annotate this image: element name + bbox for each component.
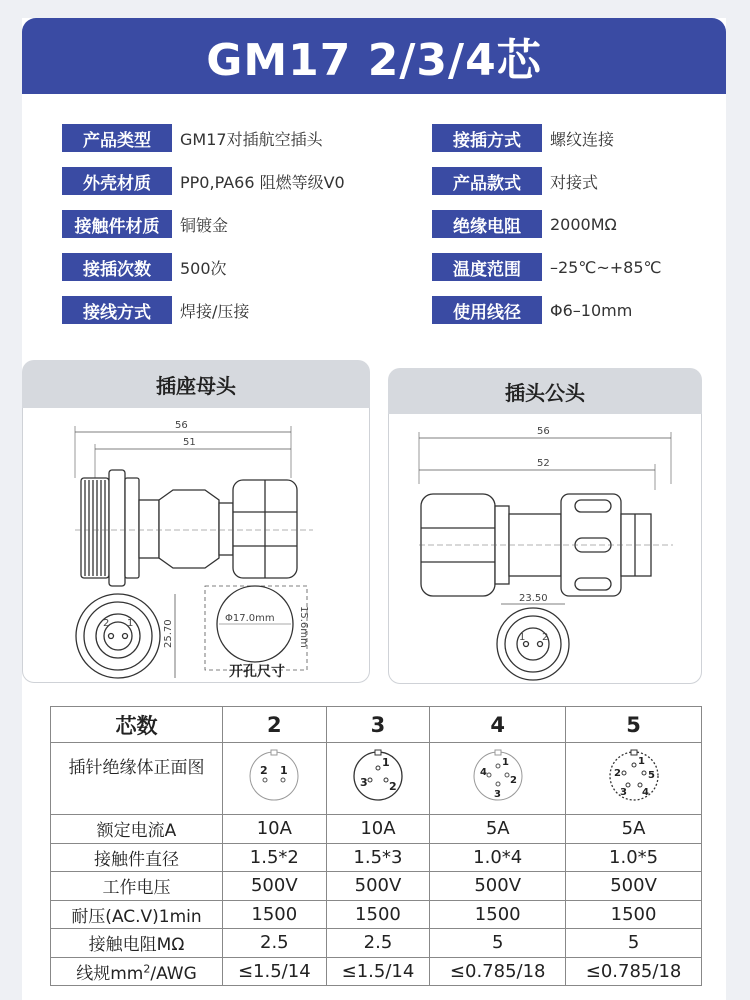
table-cell: 10A (223, 815, 327, 844)
table-cell: 5A (566, 815, 702, 844)
table-cell: 10A (326, 815, 430, 844)
table-cell: 500V (223, 872, 327, 901)
table-cell: 500V (326, 872, 430, 901)
table-cell: 1.0*5 (566, 843, 702, 872)
table-row (51, 900, 702, 929)
spec-row (62, 167, 345, 195)
table-cell: 1500 (223, 900, 327, 929)
socket-panel (22, 408, 370, 683)
pin-label: 1 (127, 618, 134, 629)
table-cell: ≤1.5/14 (326, 957, 430, 986)
face-cell (430, 743, 566, 815)
spec-label: 使用线径 (432, 296, 542, 324)
table-header-cell: 3 (326, 707, 430, 743)
spec-row (62, 253, 227, 281)
pin-label: 1 (519, 632, 526, 643)
dim-height-2570: 25.70 (163, 619, 174, 648)
pin-label: 2 (388, 780, 397, 793)
tab-plug-label: 插头公头 (505, 380, 585, 405)
table-row (51, 843, 702, 872)
table-cell: ≤1.5/14 (223, 957, 327, 986)
spec-label: 温度范围 (432, 253, 542, 281)
table-cell: 5 (430, 929, 566, 958)
spec-label: 外壳材质 (62, 167, 172, 195)
spec-label: 接线方式 (62, 296, 172, 324)
table-cell: 1.5*3 (326, 843, 430, 872)
insulator-face-5pin (604, 746, 664, 806)
spec-value: –25℃~+85℃ (550, 257, 662, 277)
table-header-cell: 芯数 (51, 707, 223, 743)
dim-length-56: 56 (537, 426, 550, 437)
page-title: GM17 2/3/4芯 (206, 35, 542, 86)
table-header-row (51, 707, 702, 743)
table-cell: 1.0*4 (430, 843, 566, 872)
pin-label: 4 (641, 787, 649, 798)
dim-hole-flat: 15.6mm (298, 606, 309, 648)
spec-table (50, 706, 702, 986)
row-label: 接触件直径 (51, 843, 223, 872)
awg-label-a: 线规mm (76, 963, 144, 984)
pin-label: 1 (501, 757, 509, 768)
spec-value: GM17对插航空插头 (180, 129, 323, 149)
spec-row (62, 124, 323, 152)
table-row (51, 957, 702, 986)
spec-row (62, 210, 228, 238)
awg-label-sup: 2 (143, 962, 151, 976)
pin-label: 1 (280, 764, 288, 777)
face-cell (326, 743, 430, 815)
pin-label: 3 (619, 787, 627, 798)
tab-socket-label: 插座母头 (156, 373, 236, 398)
socket-front-view (76, 594, 160, 678)
table-row-face-diagram (51, 743, 702, 815)
spec-label: 绝缘电阻 (432, 210, 542, 238)
pin-label: 3 (493, 789, 501, 800)
spec-label: 接插方式 (432, 124, 542, 152)
table-header-cell: 4 (430, 707, 566, 743)
title-banner (22, 18, 726, 94)
dim-length-51: 51 (183, 437, 196, 448)
spec-row (432, 253, 661, 281)
row-label-awg (51, 957, 223, 986)
spec-row (432, 210, 617, 238)
spec-row (432, 296, 632, 324)
insulator-face-3pin (348, 746, 408, 806)
table-cell: 500V (430, 872, 566, 901)
pin-label: 2 (613, 768, 621, 779)
table-row (51, 872, 702, 901)
spec-row (432, 124, 614, 152)
spec-value: Φ6–10mm (550, 300, 633, 320)
table-header-cell: 5 (566, 707, 702, 743)
socket-side-view (81, 470, 297, 586)
insulator-face-4pin (468, 746, 528, 806)
row-label: 工作电压 (51, 872, 223, 901)
pin-label: 1 (637, 756, 645, 767)
table-cell: 500V (566, 872, 702, 901)
dim-length-56: 56 (175, 420, 188, 431)
spec-value: PP0,PA66 阻燃等级V0 (180, 172, 345, 192)
tab-socket (22, 360, 370, 408)
face-cell (223, 743, 327, 815)
spec-label: 产品类型 (62, 124, 172, 152)
table-cell: 1500 (326, 900, 430, 929)
dim-hole-diameter: Φ17.0mm (225, 613, 275, 624)
row-label: 耐压(AC.V)1min (51, 900, 223, 929)
face-cell (566, 743, 702, 815)
table-cell: ≤0.785/18 (430, 957, 566, 986)
spec-value: 2000MΩ (550, 214, 617, 234)
tab-plug (388, 368, 702, 414)
spec-row (432, 167, 598, 195)
table-cell: 2.5 (326, 929, 430, 958)
row-label: 额定电流A (51, 815, 223, 844)
spec-label: 接触件材质 (62, 210, 172, 238)
pin-label: 2 (103, 618, 110, 629)
table-cell: 5 (566, 929, 702, 958)
pin-label: 2 (509, 775, 517, 786)
spec-value: 对接式 (550, 172, 599, 192)
spec-value: 500次 (180, 258, 227, 278)
table-cell: 5A (430, 815, 566, 844)
pin-label: 1 (381, 756, 390, 769)
hole-caption: 开孔尺寸 (229, 664, 285, 680)
dim-length-52: 52 (537, 458, 550, 469)
table-header-cell: 2 (223, 707, 327, 743)
pin-label: 3 (359, 776, 368, 789)
pin-label: 2 (260, 764, 268, 777)
pin-label: 5 (647, 770, 655, 781)
insulator-face-2pin (244, 746, 304, 806)
pin-label: 4 (479, 767, 487, 778)
pin-label: 2 (542, 632, 549, 643)
spec-value: 螺纹连接 (550, 129, 615, 149)
plug-front-view (497, 608, 569, 680)
socket-drawing (23, 408, 370, 683)
table-cell: 2.5 (223, 929, 327, 958)
row-label: 插针绝缘体正面图 (51, 743, 223, 815)
plug-drawing (389, 414, 702, 684)
table-cell: 1500 (430, 900, 566, 929)
plug-panel (388, 414, 702, 684)
page (22, 18, 726, 1000)
spec-value: 焊接/压接 (180, 301, 250, 321)
spec-label: 接插次数 (62, 253, 172, 281)
awg-label-b: /AWG (150, 963, 197, 984)
spec-label: 产品款式 (432, 167, 542, 195)
spec-value: 铜镀金 (180, 215, 229, 235)
table-cell: 1500 (566, 900, 702, 929)
row-label: 接触电阻MΩ (51, 929, 223, 958)
table-cell: 1.5*2 (223, 843, 327, 872)
table-row (51, 929, 702, 958)
spec-row (62, 296, 249, 324)
dim-diameter-2350: 23.50 (519, 593, 548, 604)
table-cell: ≤0.785/18 (566, 957, 702, 986)
table-row (51, 815, 702, 844)
